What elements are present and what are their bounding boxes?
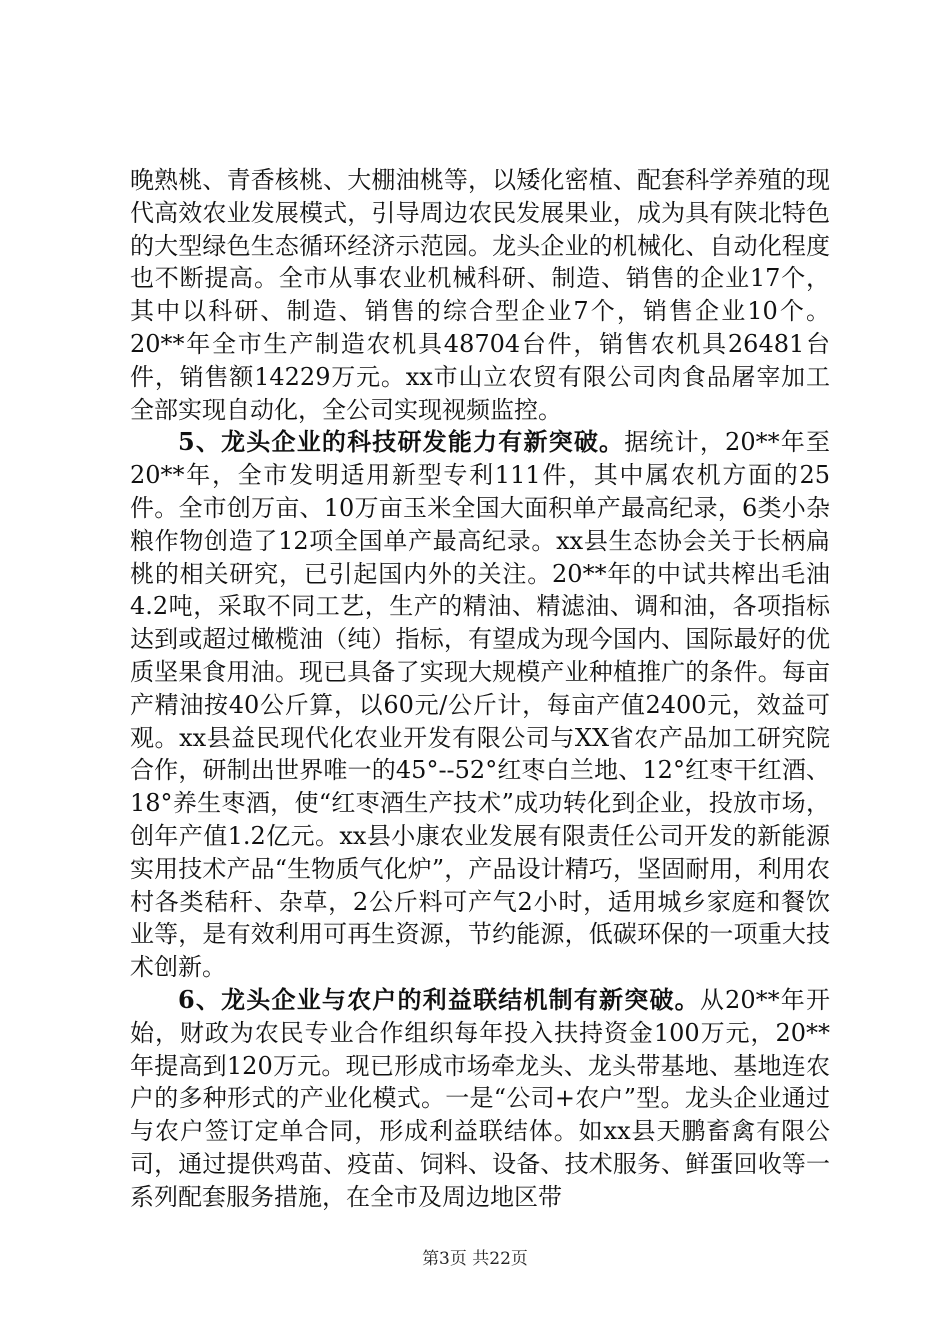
paragraph-text: 据统计，20**年至20**年，全市发明适用新型专利111件，其中属农机方面的25件。全市创万亩、10万亩玉米全国大面积单产最高纪录，6类小杂粮作物创造了12项全国单产最高纪录。xx县生态协会关于长柄扁桃的相关研究，已引起国内外的关注。20**年的中试共榨出毛油4.2吨，采取不同工艺，生产的精油、精滤油、调和油，各项指标达到或超过橄榄油（纯）指标，有望成为现今国内、国际最好的优质坚果食用油。现已具备了实现大规模产业种植推广的条件。每亩产精油按40公斤算，以60元/公斤计，每亩产值2400元，效益可观。xx县益民现代化农业开发有限公司与XX省农产品加工研究院合作，研制出世界唯一的45°--52°红枣白兰地、12°红枣干红酒、18°养生枣酒，使“红枣酒生产技术”成功转化到企业，投放市场，创年产值1.2亿元。xx县小康农业发展有限责任公司开发的新能源实用技术产品“生物质气化炉”，产品设计精巧，坚固耐用，利用农村各类秸秆、杂草，2公斤料可产气2小时，适用城乡家庭和餐饮业等，是有效利用可再生资源，节约能源，低碳环保的一项重大技术创新。 bbox=[130, 428, 830, 982]
paragraph-1 bbox=[130, 164, 830, 426]
section-heading-5: 5、龙头企业的科技研发能力有新突破。 bbox=[178, 427, 625, 457]
page-footer bbox=[0, 1244, 950, 1269]
paragraph-text: 晚熟桃、青香核桃、大棚油桃等，以矮化密植、配套科学养殖的现代高效农业发展模式，引导周边农民发展果业，成为具有陕北特色的大型绿色生态循环经济示范园。龙头企业的机械化、自动化程度也不断提高。全市从事农业机械科研、制造、销售的企业17个，其中以科研、制造、销售的综合型企业7个，销售企业10个。20**年全市生产制造农机具48704台件，销售农机具26481台件，销售额14229万元。xx市山立农贸有限公司肉食品屠宰加工全部实现自动化，全公司实现视频监控。 bbox=[130, 166, 830, 424]
paragraph-2 bbox=[130, 426, 830, 984]
section-heading-6: 6、龙头企业与农户的利益联结机制有新突破。 bbox=[178, 984, 700, 1014]
paragraph-3 bbox=[130, 984, 830, 1214]
document-body bbox=[130, 164, 830, 1214]
page-number-label: 第3页 共22页 bbox=[422, 1249, 528, 1269]
paragraph-text: 从20**年开始，财政为农民专业合作组织每年投入扶持资金100万元，20**年提高到120万元。现已形成市场牵龙头、龙头带基地、基地连农户的多种形式的产业化模式。一是“公司+农户”型。龙头企业通过与农户签订定单合同，形成利益联结体。如xx县天鹏畜禽有限公司，通过提供鸡苗、疫苗、饲料、设备、技术服务、鲜蛋回收等一系列配套服务措施，在全市及周边地区带 bbox=[130, 985, 830, 1211]
